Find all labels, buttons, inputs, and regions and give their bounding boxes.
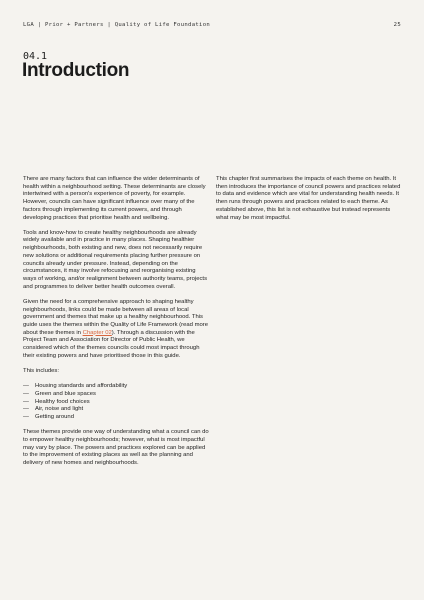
list-item (23, 399, 209, 407)
paragraph: This chapter first summarises the impacts of each theme on health. It then introduces the importance of council powers and practices related to data and evidence which are vital for understanding health needs. It then runs through powers and practices related to each theme. As established above, this list is not exhaustive but instead represents what may be most impactful. (216, 176, 401, 221)
paragraph-text: ). Through a discussion with the Project Team and Association for Director of Public Health, we considered which of the themes councils could most impact through their existing powers and have prioritised those in this guide. (23, 329, 200, 359)
paragraph: There are many factors that can influence the wider determinants of health within a neighbourhood setting. These determinants are closely intertwined with a person's experience of poverty, for example. However, councils can have significant influence over many of the factors through implementing its current powers, and through developing practices that prioritise health and wellbeing. (23, 176, 206, 221)
paragraph (23, 299, 209, 361)
list-item-text: Healthy food choices (35, 398, 90, 405)
running-header: LGA | Prior + Partners | Quality of Life Foundation (23, 22, 211, 28)
section-number: 04.1 (23, 51, 48, 62)
includes-label: This includes: (23, 367, 60, 374)
theme-list (23, 383, 209, 422)
paragraph: These themes provide one way of understanding what a council can do to empower healthy neighbourhoods; however, what is most impactful may vary by place. The powers and practices explored can be applied to the improvement of existing places as well as the planning and delivery of new homes and neighbourhoods. (23, 429, 209, 466)
list-item-text: Air, noise and light (35, 406, 84, 413)
page-title: Introduction (22, 60, 130, 81)
paragraph-text: Given the need for a comprehensive approach to shaping healthy neighbourhoods, links could be made between all areas of local government and themes that make up a healthy neighbourhood. This guide uses the themes within the Quality of Life Framework (read more about these themes in (23, 298, 208, 336)
list-item-text: Green and blue spaces (35, 390, 96, 397)
page-header (23, 22, 401, 28)
list-item (23, 414, 209, 422)
list-item (23, 391, 209, 399)
dash-bullet: — (23, 383, 29, 390)
list-item-text: Getting around (35, 413, 74, 420)
page-number: 25 (393, 22, 401, 28)
paragraph: Tools and know-how to create healthy neighbourhoods are already widely available and in practice in many places. Shaping healthier neighbourhoods, both existing and new, does not necessarily require new solutions or additional requirements placing further pressure on councils already under pressure. Instead, depending on the circumstances, it may involve refocusing and reorganising existing ways of working, and/or realignment between authority teams, projects and programmes to deliver better health outcomes overall. (23, 229, 208, 290)
right-column (216, 176, 402, 230)
dash-bullet: — (23, 406, 29, 413)
dash-bullet: — (23, 390, 29, 397)
dash-bullet: — (23, 398, 29, 405)
left-column (23, 176, 209, 475)
chapter-02-link[interactable]: Chapter 02 (82, 329, 112, 336)
list-item (23, 406, 209, 414)
dash-bullet: — (23, 413, 29, 420)
list-item-text: Housing standards and affordability (35, 383, 128, 390)
list-item (23, 383, 209, 391)
